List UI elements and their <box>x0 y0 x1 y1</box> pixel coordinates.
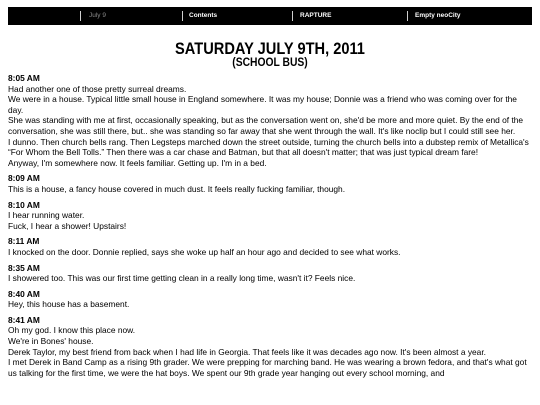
entry-timestamp: 8:10 AM <box>8 199 40 210</box>
entry-paragraph: Derek Taylor, my best friend from back when I had life in Georgia. That feels like it was decades ago now. It's been almost a year. <box>8 346 486 357</box>
page-title: SATURDAY JULY 9TH, 2011 <box>175 39 365 58</box>
entry-paragraph: This is a house, a fancy house covered in much dust. It feels really fucking familiar, though. <box>8 183 346 194</box>
entry-paragraph: Had another one of those pretty surreal dreams. <box>8 83 187 94</box>
entry-paragraph: Fuck, I hear a shower! Upstairs! <box>8 220 127 231</box>
entry-timestamp: 8:35 AM <box>8 262 40 273</box>
entry-paragraph: Anyway, I'm somewhere now. It feels familiar. Getting up. I'm in a bed. <box>8 157 267 168</box>
entry-paragraph: She was standing with me at first, occasionally speaking, but as the conversation went on, she'd be more and more quiet. By the end of the conversation, she was still there, but.. she was standing so far away that she went through the wall. It's like noclip but I could still see her. <box>8 115 524 136</box>
log-entry <box>8 173 532 194</box>
entry-paragraph: I showered too. This was our first time getting clean in a really long time, wasn't it? Feels nice. <box>8 273 356 284</box>
entry-paragraph: I knocked on the door. Donnie replied, says she woke up half an hour ago and decided to see what works. <box>8 246 401 257</box>
log-entry <box>8 73 532 168</box>
log-entry <box>8 289 532 310</box>
nav-separator <box>182 11 183 21</box>
log-entry <box>8 236 532 257</box>
entry-timestamp: 8:05 AM <box>8 73 40 83</box>
entry-paragraph: We were in a house. Typical little small house in England somewhere. It was my house; Donnie was a friend who was coming over for the day. <box>8 94 517 115</box>
entry-paragraph: I dunno. Then church bells rang. Then Legsteps marched down the street outside, turning the church bells into a dubstep remix of Metallica's “For Whom the Bell Tolls.” Then there was a car chase and Batman, but that all doesn't matter; that was just typical dream fare! <box>8 136 529 158</box>
entry-timestamp: 8:41 AM <box>8 314 40 325</box>
entry-paragraph: Oh my god. I know this place now. <box>8 325 136 336</box>
nav-item-rapture[interactable]: RAPTURE <box>300 12 332 19</box>
entry-paragraph: I hear running water. <box>8 210 85 221</box>
nav-separator <box>80 11 81 21</box>
entry-paragraph: We're in Bones' house. <box>8 336 94 347</box>
log-entry <box>8 315 532 379</box>
top-navigation-bar <box>8 7 532 25</box>
entry-paragraph: Hey, this house has a basement. <box>8 299 130 310</box>
nav-separator <box>292 11 293 21</box>
nav-separator <box>407 11 408 21</box>
entry-paragraph: I met Derek in Band Camp as a rising 9th grader. We were prepping for marching band. He was wearing a brown fedora, and that's what got us talking for the first time, we were the hat boys. We spent our 9th grade year hanging out every school morning, and <box>8 357 527 378</box>
entry-timestamp: 8:09 AM <box>8 173 40 184</box>
log-content <box>8 73 532 383</box>
nav-item-contents[interactable]: Contents <box>189 12 218 19</box>
log-entry <box>8 200 532 232</box>
entry-timestamp: 8:40 AM <box>8 288 40 299</box>
nav-item-empty-neocity[interactable]: Empty neoCity <box>415 12 461 19</box>
entry-timestamp: 8:11 AM <box>8 236 40 247</box>
nav-item-current-date[interactable]: July 9 <box>89 12 106 19</box>
log-entry <box>8 263 532 284</box>
page-subtitle: (SCHOOL BUS) <box>232 55 308 69</box>
